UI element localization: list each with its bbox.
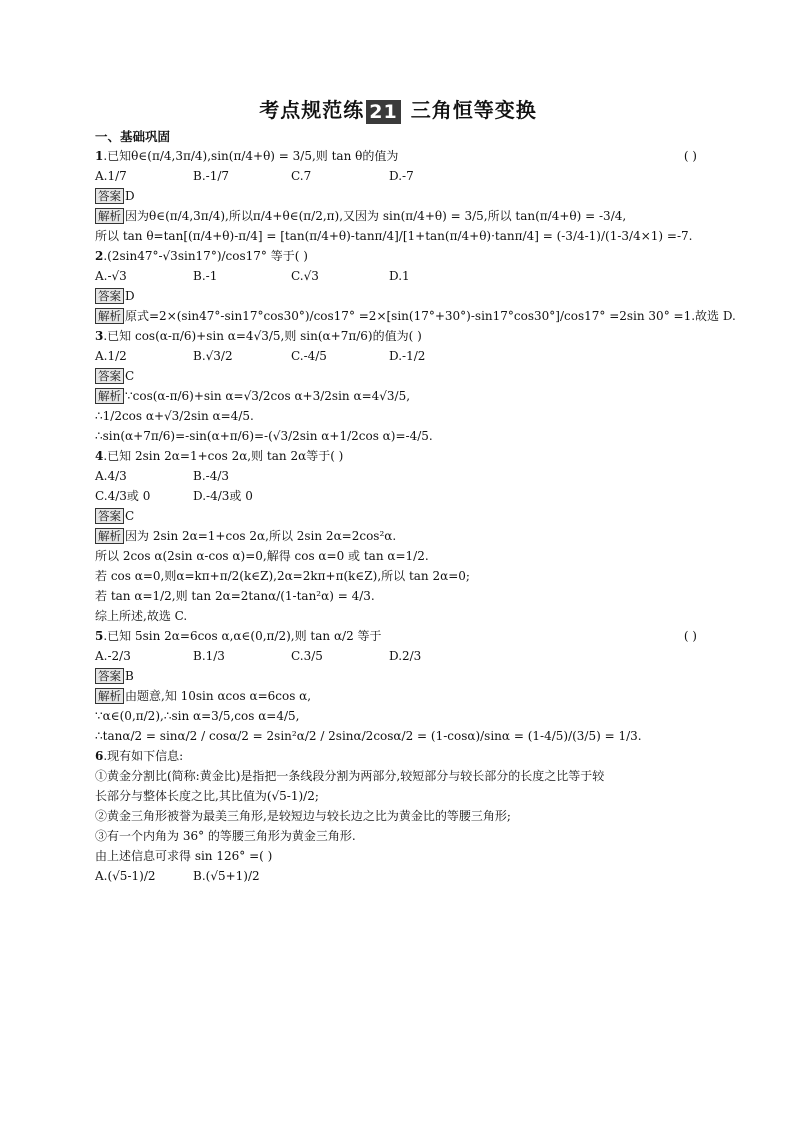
question-number: 5 [95,629,104,643]
option-d: D.1 [389,269,410,283]
answer-value: D [125,289,135,303]
title-number-badge: 21 [366,100,400,124]
info-line: ②黄金三角形被誉为最美三角形,是较短边与较长边之比为黄金比的等腰三角形; [95,809,511,823]
question-text: .已知 2sin 2α=1+cos 2α,则 tan 2α等于( ) [103,449,344,463]
question-3-options [95,346,701,366]
question-6 [95,746,701,766]
answer-tag: 答案 [95,368,124,384]
analysis-row [95,306,736,326]
analysis-text: ∵cos(α-π/6)+sin α=√3/2cos α+3/2sin α=4√3/5, [125,389,411,403]
question-1 [95,146,701,166]
analysis-line: ∴tanα/2 = sinα/2 / cosα/2 = 2sin²α/2 / 2sinα/2cosα/2 = (1-cosα)/sinα = (1-4/5)/(3/5) = 1/3. [95,729,642,743]
answer-blank: ( ) [683,149,697,163]
question-2 [95,246,701,266]
question-text: .现有如下信息: [103,749,184,763]
title-prefix: 考点规范练 [259,98,365,122]
analysis-row [95,386,701,406]
answer-row [95,286,701,306]
option-a: A.1/2 [95,349,127,363]
analysis-row [95,206,701,226]
answer-value: B [125,669,134,683]
question-number: 2 [95,249,104,263]
option-a: A.-2/3 [95,649,131,663]
info-line: ①黄金分割比(简称:黄金比)是指把一条线段分割为两部分,较短部分与较长部分的长度之比等于较 [95,769,605,783]
answer-row [95,506,701,526]
question-ask: 由上述信息可求得 sin 126° =( ) [95,849,273,863]
option-c: C.7 [291,169,312,183]
analysis-tag: 解析 [95,388,124,404]
analysis-tag: 解析 [95,208,124,224]
info-line: 长部分与整体长度之比,其比值为(√5-1)/2; [95,789,319,803]
option-c: C.√3 [291,269,319,283]
option-b: B.-4/3 [193,469,229,483]
answer-tag: 答案 [95,668,124,684]
answer-value: C [125,509,135,523]
analysis-row [95,686,701,706]
analysis-line: 若 tan α=1/2,则 tan 2α=2tanα/(1-tan²α) = 4/3. [95,589,375,603]
question-number: 3 [95,329,104,343]
option-d: D.-4/3或 0 [193,489,253,503]
question-4 [95,446,701,466]
answer-tag: 答案 [95,288,124,304]
question-2-options [95,266,701,286]
analysis-line: 若 cos α=0,则α=kπ+π/2(k∈Z),2α=2kπ+π(k∈Z),所以 tan 2α=0; [95,569,470,583]
page-title [95,96,701,124]
option-a: A.-√3 [95,269,127,283]
question-5 [95,626,701,646]
analysis-tag: 解析 [95,688,124,704]
analysis-line: ∴sin(α+7π/6)=-sin(α+π/6)=-(√3/2sin α+1/2cos α)=-4/5. [95,429,433,443]
option-b: B.-1/7 [193,169,229,183]
info-line: ③有一个内角为 36° 的等腰三角形为黄金三角形. [95,829,356,843]
analysis-line: ∵α∈(0,π/2),∴sin α=3/5,cos α=4/5, [95,709,300,723]
option-c: C.-4/5 [291,349,327,363]
question-3 [95,326,701,346]
analysis-line: 所以 2cos α(2sin α-cos α)=0,解得 cos α=0 或 tan α=1/2. [95,549,429,563]
analysis-line: ∴1/2cos α+√3/2sin α=4/5. [95,409,254,423]
question-4-options-row2 [95,486,701,506]
answer-value: D [125,189,135,203]
option-d: D.-1/2 [389,349,426,363]
question-text: .(2sin47°-√3sin17°)/cos17° 等于( ) [103,249,308,263]
option-a: A.4/3 [95,469,127,483]
option-b: B.1/3 [193,649,225,663]
question-number: 1 [95,149,104,163]
analysis-text: 由题意,知 10sin αcos α=6cos α, [125,689,312,703]
question-text: .已知 5sin 2α=6cos α,α∈(0,π/2),则 tan α/2 等于 [103,629,382,643]
answer-row [95,186,701,206]
option-b: B.-1 [193,269,218,283]
analysis-text: 因为 2sin 2α=1+cos 2α,所以 2sin 2α=2cos²α. [125,529,397,543]
answer-tag: 答案 [95,188,124,204]
title-suffix: 三角恒等变换 [410,98,537,122]
question-5-options [95,646,701,666]
document-page [95,96,736,886]
analysis-line: 所以 tan θ=tan[(π/4+θ)-π/4] = [tan(π/4+θ)-tanπ/4]/[1+tan(π/4+θ)·tanπ/4] = (-3/4-1)/(1-3/4×1) =-7. [95,229,693,243]
analysis-tag: 解析 [95,528,124,544]
option-c: C.3/5 [291,649,323,663]
option-b: B.√3/2 [193,349,233,363]
question-number: 4 [95,449,104,463]
analysis-line: 综上所述,故选 C. [95,609,188,623]
option-b: B.(√5+1)/2 [193,869,260,883]
question-1-options [95,166,701,186]
question-text: .已知θ∈(π/4,3π/4),sin(π/4+θ) = 3/5,则 tan θ的值为 [103,149,399,163]
section-heading: 一、基础巩固 [95,129,171,144]
answer-blank: ( ) [683,629,697,643]
option-c: C.4/3或 0 [95,489,151,503]
analysis-row [95,526,701,546]
answer-value: C [125,369,135,383]
option-d: D.-7 [389,169,414,183]
option-a: A.1/7 [95,169,127,183]
analysis-text: 因为θ∈(π/4,3π/4),所以π/4+θ∈(π/2,π),又因为 sin(π/4+θ) = 3/5,所以 tan(π/4+θ) = -3/4, [125,209,627,223]
option-d: D.2/3 [389,649,422,663]
analysis-text: 原式=2×(sin47°-sin17°cos30°)/cos17° =2×[sin(17°+30°)-sin17°cos30°]/cos17° =2sin 30° =1.故选 D. [125,309,736,323]
analysis-tag: 解析 [95,308,124,324]
answer-tag: 答案 [95,508,124,524]
question-text: .已知 cos(α-π/6)+sin α=4√3/5,则 sin(α+7π/6)的值为( ) [103,329,422,343]
question-4-options [95,466,701,486]
answer-row [95,366,701,386]
question-number: 6 [95,749,104,763]
question-6-options [95,866,701,886]
answer-row [95,666,701,686]
option-a: A.(√5-1)/2 [95,869,156,883]
